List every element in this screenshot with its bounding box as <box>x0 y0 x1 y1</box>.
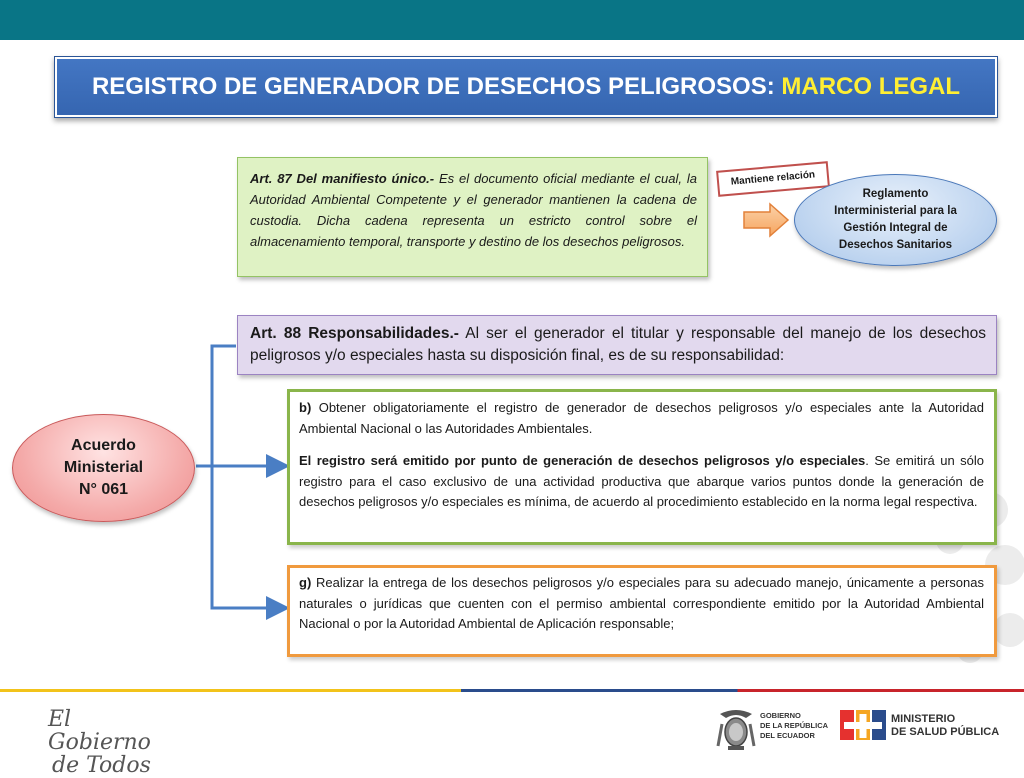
box-b-letter: b) <box>299 400 312 415</box>
box-b-paragraph2 <box>299 451 984 513</box>
box-g-text: Realizar la entrega de los desechos peligrosos y/o especiales para su adecuado manejo, únicamente a personas naturales o jurídicas que cuenten con el permiso ambiental correspondiente emitido por la Autoridad Ambiental Nacional o por la Autoridad Ambiental de Aplicación responsable; <box>299 575 984 631</box>
slogan-logo <box>48 707 178 778</box>
footer-divider <box>0 689 1024 692</box>
msp-line2: DE SALUD PÚBLICA <box>891 726 1000 738</box>
government-logo-text <box>760 711 840 745</box>
box-b-text2: . Se emitirá un sólo registro para el caso exclusivo de una actividad productiva que abarque varios puntos donde la generación de desechos peligrosos y/o especiales es mínima, de acuerdo al procedimiento establecido en la norma legal respectiva. <box>299 453 985 509</box>
msp-line1: MINISTERIO <box>891 713 956 725</box>
gov-line3: DEL ECUADOR <box>760 731 815 740</box>
acuerdo-line1: Acuerdo <box>71 437 136 454</box>
art87-body: Es el documento oficial mediante el cual, la Autoridad Ambiental Competente y el generador mantienen la cadena de custodia. Dicha cadena representa un estricto control sobre el almacenamiento temporal, transporte y destino de los desechos peligrosos. <box>250 171 697 249</box>
acuerdo-line2: Ministerial <box>63 459 144 476</box>
box-b-bold: El registro será emitido por punto de generación de desechos peligrosos y/o especiales <box>299 453 866 468</box>
box-b <box>287 389 997 545</box>
acuerdo-ellipse <box>12 414 195 522</box>
msp-logo-icon <box>840 706 886 746</box>
title-highlight: MARCO LEGAL <box>781 73 961 100</box>
box-g <box>287 565 997 657</box>
slogan-line1: El Gobierno <box>48 707 151 755</box>
acuerdo-line3: N° 061 <box>78 481 129 498</box>
box-g-letter: g) <box>299 575 312 590</box>
box-b-text1: Obtener obligatoriamente el registro de generador de desechos peligrosos y/o especiales ante la Autoridad Ambiental Nacional o las Autoridades Ambientales. <box>299 400 984 436</box>
art88-body: Al ser el generador el titular y responsable del manejo de los desechos peligrosos y/o especiales hasta su disposición final, es de su responsabilidad: <box>250 325 987 364</box>
slide-title-box <box>54 56 998 118</box>
ecuador-coat-of-arms-icon <box>716 706 756 752</box>
slogan-line2: de Todos <box>52 753 151 778</box>
arrow-right-icon <box>742 202 790 238</box>
title-main: REGISTRO DE GENERADOR DE DESECHOS PELIGROSOS: <box>91 73 782 100</box>
art87-heading: Art. 87 Del manifiesto único.- <box>250 171 435 186</box>
reglamento-ellipse: Reglamento Interministerial para la Gestión Integral de Desechos Sanitarios <box>794 174 997 266</box>
gov-line2: DE LA REPÚBLICA <box>760 721 829 730</box>
slide-title <box>92 73 960 101</box>
gov-line1: GOBIERNO <box>760 711 801 720</box>
box-b-paragraph1 <box>299 398 984 439</box>
msp-logo-text <box>891 713 1001 743</box>
top-bar <box>0 0 1024 40</box>
art87-box <box>237 157 708 277</box>
art88-heading: Art. 88 Responsabilidades.- <box>250 325 459 342</box>
relation-tag: Mantiene relación <box>716 161 830 197</box>
art88-box <box>237 315 997 375</box>
